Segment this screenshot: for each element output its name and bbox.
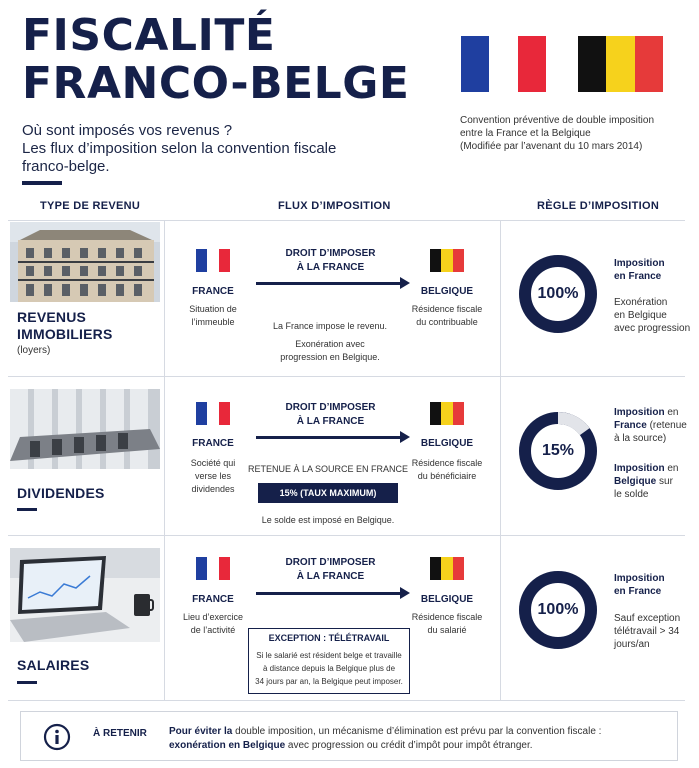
rule-text: France	[614, 420, 647, 431]
rule-text: en	[667, 463, 679, 474]
arrow-label-2: À LA FRANCE	[296, 262, 365, 273]
rule-text: Belgique	[614, 476, 657, 487]
donut-value: 15%	[541, 442, 575, 459]
from-desc-3: dividendes	[191, 484, 235, 494]
from-label: FRANCE	[192, 438, 234, 449]
rule-text: Exonération	[614, 297, 668, 308]
belgium-flag	[430, 557, 464, 580]
note-1: RETENUE À LA SOURCE EN FRANCE	[247, 464, 409, 474]
meeting-room-photo	[10, 389, 160, 469]
page-title-line-1: FISCALITÉ	[22, 10, 276, 61]
rule-2	[614, 296, 690, 335]
france-flag	[196, 402, 230, 425]
arrow-label-1: DROIT D’IMPOSER	[285, 557, 376, 568]
to-desc-2: du contribuable	[416, 317, 478, 327]
rule-text: Imposition	[614, 573, 665, 584]
exception-text-3: 34 jours par an, la Belgique peut imposer.	[255, 677, 403, 686]
retenir-text-line-2	[169, 739, 533, 753]
key-takeaway-box	[20, 711, 678, 761]
title-underline	[22, 181, 62, 185]
belgium-flag-large	[578, 36, 663, 92]
divider	[8, 535, 685, 536]
from-label: FRANCE	[192, 286, 234, 297]
telework-exception-box	[248, 628, 410, 694]
from-desc-1: Situation de	[189, 304, 237, 314]
rule-text: sur	[659, 476, 673, 487]
row-title-revenus-2: IMMOBILIERS	[17, 326, 113, 342]
rule-text: Imposition	[614, 258, 665, 269]
flow-arrow	[256, 592, 406, 595]
subtitle-line-1: Où sont imposés vos revenus ?	[22, 122, 233, 139]
from-desc-2: verse les	[194, 471, 231, 481]
rule-text: télétravail > 34	[614, 626, 680, 637]
arrow-label-1: DROIT D’IMPOSER	[285, 248, 376, 259]
column-header-type: TYPE DE REVENU	[40, 200, 141, 212]
flow-arrow	[256, 436, 406, 439]
donut-value: 100%	[537, 601, 579, 618]
subtitle-line-3: franco-belge.	[22, 158, 110, 175]
note-1: La France impose le revenu.	[272, 321, 388, 331]
rule-1	[614, 572, 665, 598]
row-title-salaires: SALAIRES	[17, 657, 90, 673]
to-desc-1: Résidence fiscale	[411, 304, 483, 314]
rule-text: le solde	[614, 489, 649, 500]
retenir-bold: exonération en Belgique	[169, 740, 286, 751]
rule-text: en Belgique	[614, 310, 667, 321]
divider	[164, 220, 165, 700]
exception-text-1: Si le salarié est résident belge et travaille	[256, 651, 402, 660]
subtitle-line-2: Les flux d’imposition selon la convention fiscale	[22, 140, 337, 157]
rate-badge: 15% (TAUX MAXIMUM)	[258, 483, 398, 503]
note-2: Le solde est imposé en Belgique.	[261, 515, 395, 525]
arrow-label-1: DROIT D’IMPOSER	[285, 402, 376, 413]
row-title-revenus-1: REVENUS	[17, 309, 87, 325]
rule-text: avec progression	[614, 323, 691, 334]
divider	[500, 220, 501, 700]
to-desc-2: du salarié	[427, 625, 467, 635]
france-flag	[196, 557, 230, 580]
from-desc-2: l’immeuble	[191, 317, 235, 327]
row-title-dividendes: DIVIDENDES	[17, 485, 105, 501]
to-desc-1: Résidence fiscale	[411, 458, 483, 468]
column-header-regle: RÈGLE D’IMPOSITION	[537, 200, 660, 212]
divider	[8, 376, 685, 377]
laptop-photo	[10, 548, 160, 642]
from-desc-2: de l’activité	[190, 625, 236, 635]
convention-line-1: Convention préventive de double imposition	[460, 115, 655, 126]
exception-title: EXCEPTION : TÉLÉTRAVAIL	[268, 633, 390, 643]
divider	[8, 220, 685, 221]
rule-text: en France	[614, 271, 662, 282]
convention-line-3: (Modifiée par l’avenant du 10 mars 2014)	[460, 141, 643, 152]
to-label: BELGIQUE	[420, 594, 474, 605]
rule-2	[614, 612, 680, 651]
from-label: FRANCE	[192, 594, 234, 605]
france-flag	[196, 249, 230, 272]
to-desc-1: Résidence fiscale	[411, 612, 483, 622]
rule-text: Imposition	[614, 407, 665, 418]
rule-1	[614, 406, 687, 445]
rule-text: jours/an	[614, 639, 650, 650]
from-desc-1: Société qui	[190, 458, 236, 468]
exception-text-2: à distance depuis la Belgique plus de	[262, 664, 396, 673]
row-subtitle-loyers: (loyers)	[17, 345, 51, 356]
rule-text: Sauf exception	[614, 613, 681, 624]
note-3: progression en Belgique.	[280, 352, 380, 362]
arrow-label-2: À LA FRANCE	[296, 571, 365, 582]
retenir-text-line-1	[169, 725, 601, 739]
to-label: BELGIQUE	[420, 438, 474, 449]
rule-text: en	[667, 407, 679, 418]
info-icon	[43, 723, 71, 751]
convention-line-2: entre la France et la Belgique	[460, 128, 591, 139]
belgium-flag	[430, 402, 464, 425]
building-photo	[10, 222, 160, 302]
rule-text: en France	[614, 586, 662, 597]
row-accent-bar	[17, 508, 37, 511]
rule-text: Imposition	[614, 463, 665, 474]
from-desc-1: Lieu d’exercice	[182, 612, 244, 622]
retenir-text: avec progression ou crédit d’impôt pour impôt étranger.	[285, 740, 533, 751]
france-flag-large	[461, 36, 546, 92]
divider	[8, 700, 685, 701]
rule-2	[614, 462, 678, 501]
to-label: BELGIQUE	[420, 286, 474, 297]
column-header-flux: FLUX D’IMPOSITION	[278, 200, 391, 212]
retenir-text: double imposition, un mécanisme d’élimination est prévu par la convention fiscale :	[232, 726, 602, 737]
rule-text: à la source)	[614, 433, 667, 444]
row-accent-bar	[17, 681, 37, 684]
flow-arrow	[256, 282, 406, 285]
rule-text: (retenue	[649, 420, 687, 431]
to-desc-2: du bénéficiaire	[417, 471, 477, 481]
arrow-label-2: À LA FRANCE	[296, 416, 365, 427]
donut-value: 100%	[537, 285, 579, 302]
belgium-flag	[430, 249, 464, 272]
rule-1	[614, 257, 665, 283]
retenir-label: À RETENIR	[93, 728, 147, 739]
retenir-bold: Pour éviter la	[169, 726, 233, 737]
page-title-line-2: FRANCO-BELGE	[22, 58, 410, 109]
note-2: Exonération avec	[295, 339, 365, 349]
